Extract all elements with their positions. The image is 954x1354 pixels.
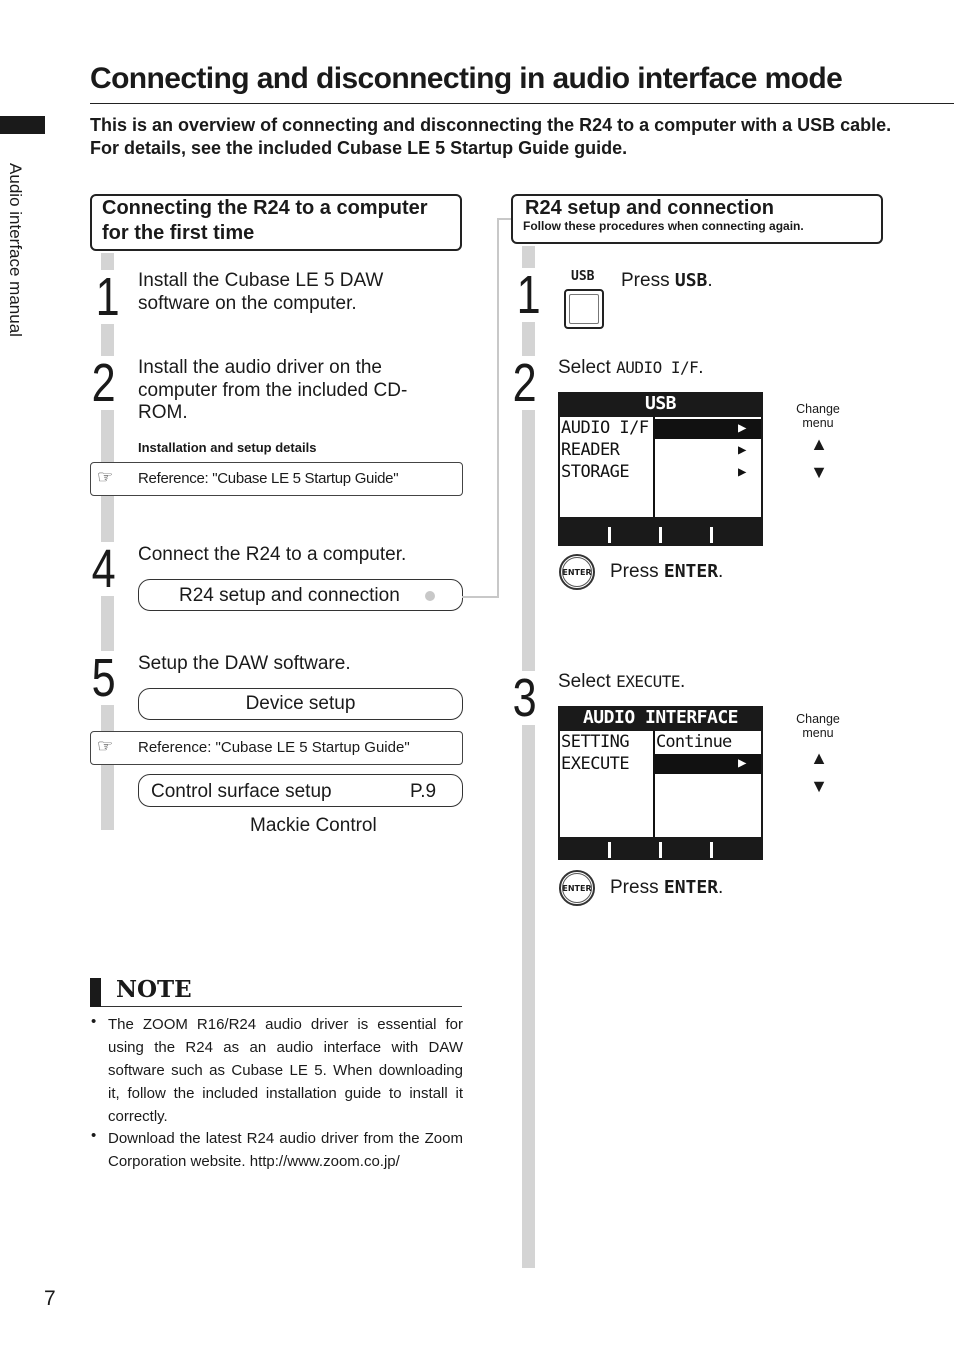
lcd-row-label: SETTING: [561, 732, 630, 752]
note-rule: [101, 1006, 462, 1007]
control-surface-text: Control surface setup: [151, 781, 332, 802]
right-section-subheader: Follow these procedures when connecting again.: [523, 219, 804, 233]
device-setup-box: [138, 688, 463, 720]
dot: .: [718, 877, 724, 898]
menu-key: AUDIO I/F: [616, 358, 699, 377]
press-label: Press: [610, 877, 664, 898]
step-prefix: Press: [621, 270, 675, 291]
step-number: 4: [91, 539, 113, 599]
step-text: [558, 671, 685, 694]
lcd-arrow-icon: ▶: [738, 420, 747, 436]
pointing-hand-icon: ☞: [97, 736, 114, 756]
lcd-screen-audio-interface: [558, 706, 763, 860]
usb-button[interactable]: [564, 289, 604, 329]
lcd-row-label: READER: [561, 440, 620, 460]
page-title: Connecting and disconnecting in audio interface mode: [90, 62, 843, 95]
enter-key: ENTER: [663, 877, 719, 898]
usb-button-label: USB: [571, 269, 595, 284]
lcd-arrow-icon: ▶: [738, 442, 747, 458]
step-prefix: Select: [558, 357, 617, 378]
page-number: 7: [44, 1287, 56, 1310]
intro-text: This is an overview of connecting and disconnecting the R24 to a computer with a USB cable. For details, see the included Cubase LE 5 Startup Guide guide.: [90, 115, 892, 158]
step-text: Setup the DAW software.: [138, 653, 351, 674]
enter-icon-label: ENTER: [562, 557, 592, 587]
reference-box: [90, 731, 463, 765]
press-enter-text: [610, 561, 723, 584]
side-label: Audio interface manual: [6, 163, 25, 337]
reference-box: [90, 462, 463, 496]
step-suffix: .: [707, 270, 713, 291]
press-enter-text: [610, 877, 723, 900]
lcd-arrow-icon: ▶: [738, 755, 747, 771]
enter-button[interactable]: [559, 870, 595, 906]
r24-setup-link-text: R24 setup and connection: [179, 585, 400, 606]
lcd-function-bar: [560, 527, 761, 543]
right-section-header: [511, 194, 883, 244]
up-arrow-icon[interactable]: ▲: [810, 748, 828, 768]
lcd-title: USB: [644, 393, 676, 414]
lcd-row-value: Continue: [656, 732, 732, 752]
enter-button[interactable]: [559, 554, 595, 590]
lcd-function-bar: [560, 842, 761, 858]
enter-icon-label: ENTER: [562, 873, 592, 903]
step-number: 1: [95, 267, 117, 327]
left-section-header: [90, 194, 462, 251]
lcd-row-label: STORAGE: [561, 462, 630, 482]
left-section-header-text: Connecting the R24 to a computer for the first time: [102, 197, 428, 244]
link-dot-icon: [425, 591, 435, 601]
step-text: Connect the R24 to a computer.: [138, 544, 407, 565]
control-surface-box: [138, 774, 463, 807]
note-bullet: •: [91, 1013, 97, 1030]
down-arrow-icon[interactable]: ▼: [810, 462, 828, 482]
note-title: NOTE: [116, 976, 192, 1003]
title-rule: [90, 103, 954, 104]
step-number: 5: [91, 648, 113, 708]
usb-key: USB: [674, 270, 708, 291]
step-suffix: .: [680, 671, 686, 692]
step-number: 2: [512, 353, 534, 413]
lcd-arrow-icon: ▶: [738, 464, 747, 480]
up-arrow-icon[interactable]: ▲: [810, 434, 828, 454]
menu-key: EXECUTE: [616, 672, 681, 691]
step-text: Install the Cubase LE 5 DAW software on the computer.: [138, 270, 384, 314]
note-marker: [90, 978, 101, 1007]
step-number: 3: [512, 668, 534, 728]
dot: .: [718, 561, 724, 582]
device-setup-text: Device setup: [245, 693, 356, 714]
change-menu-label: Change menu: [796, 712, 840, 740]
reference-text: Reference: "Cubase LE 5 Startup Guide": [138, 470, 399, 487]
reference-text: Reference: "Cubase LE 5 Startup Guide": [138, 739, 410, 756]
step-text: [558, 357, 704, 380]
change-menu-label: Change menu: [796, 402, 840, 430]
step-text: [621, 270, 713, 293]
step-prefix: Select: [558, 671, 617, 692]
step-text: Install the audio driver on the computer from the included CD-ROM.: [138, 357, 408, 423]
down-arrow-icon[interactable]: ▼: [810, 776, 828, 796]
r24-setup-link[interactable]: [138, 579, 463, 611]
connector-line: [462, 217, 518, 602]
lcd-row-label: EXECUTE: [561, 754, 630, 774]
install-details-label: Installation and setup details: [138, 440, 317, 455]
control-surface-page: P.9: [410, 781, 437, 802]
right-section-header-text: R24 setup and connection: [525, 197, 774, 219]
pointing-hand-icon: ☞: [97, 467, 114, 487]
press-label: Press: [610, 561, 664, 582]
lcd-screen-usb: [558, 392, 763, 546]
mackie-control-text: Mackie Control: [250, 815, 377, 836]
note-item: Download the latest R24 audio driver from the Zoom Corporation website. http://www.zoom.co.jp/: [108, 1130, 463, 1170]
lcd-title: AUDIO INTERFACE: [582, 707, 739, 728]
lcd-row-label: AUDIO I/F: [561, 418, 649, 438]
note-item: The ZOOM R16/R24 audio driver is essential for using the R24 as an audio interface with DAW software such as Cubase LE 5. When downloading it, follow the included installation guide to install it correctly.: [108, 1016, 463, 1125]
note-bullet: •: [91, 1127, 97, 1144]
side-tab: [0, 116, 45, 134]
enter-key: ENTER: [663, 561, 719, 582]
step-number: 1: [516, 265, 538, 325]
lcd-column-divider: [653, 731, 655, 837]
step-number: 2: [91, 353, 113, 413]
step-suffix: .: [698, 357, 704, 378]
